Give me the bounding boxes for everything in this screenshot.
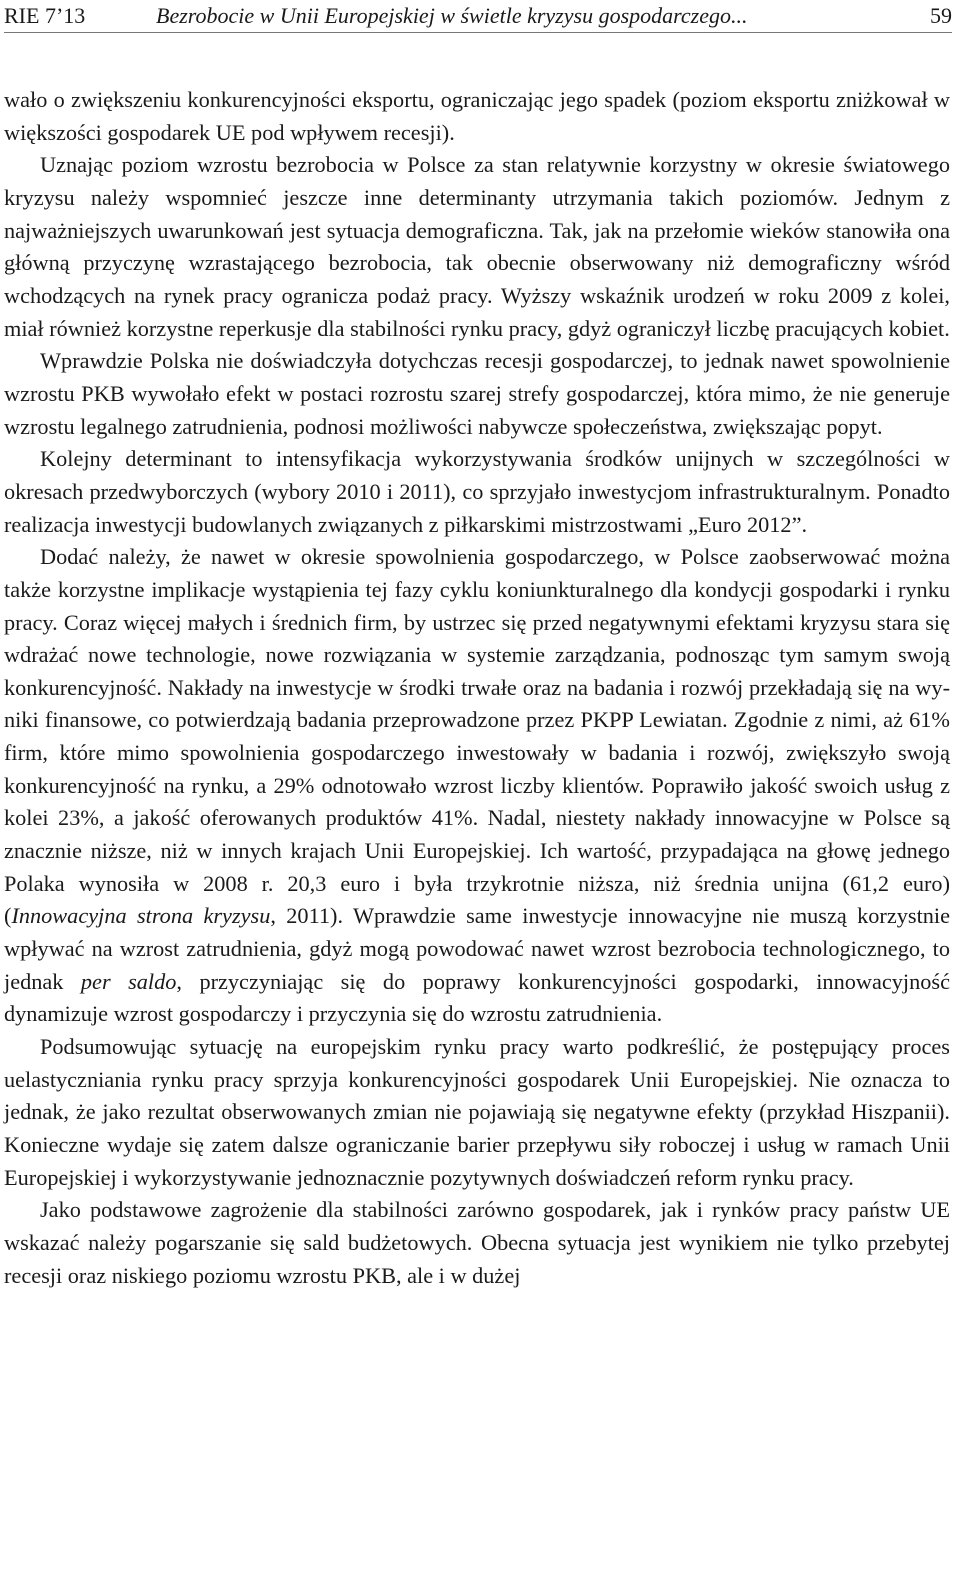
paragraph-demography: Uznając poziom wzrostu bezrobocia w Polsce za stan relatywnie korzystny w okresie światowego kryzysu należy wspomnieć jeszcze inne determinanty utrzymania takich poziomów. Jednym z najważniejszych uwarunkowań jest sytuacja demograficzna. Tak, jak na przełomie wieków stanowiła ona główną przyczynę wzrastającego bezrobocia, tak obecnie obserwowany niż demograficzny wśród wchodzących na rynek pracy ogranicza podaż pracy. Wyższy wskaźnik urodzeń w roku 2009 z kolei, miał również korzystne reperkusje dla stabilności rynku pracy, gdyż ograniczył liczbę pracujących kobiet. [4, 152, 950, 341]
page-number: 59 [930, 3, 952, 28]
journal-name: RIE 7’13 [4, 3, 86, 28]
paragraph-budget: Jako podstawowe zagrożenie dla stabilności zarówno gospodarek, jak i rynków pracy państw UE wskazać należy pogarszanie się sald budżetowych. Obecna sytuacja jest wynikiem nie tylko przebytej recesji oraz niskiego poziomu wzrostu PKB, ale i w dużej [4, 1197, 950, 1288]
running-title: Bezrobocie w Unii Europejskiej w świetle kryzysu gospodarczego... [156, 3, 748, 28]
citation-title: Innowacyjna strona kryzysu [11, 903, 271, 929]
text-run: , 2011). Wprawdzie same inwestycje innowacyjne nie muszą korzystnie wpływać na wzrost zatrudnienia, gdyż mogą powodować nawet wzrost bezrobocia technologicznego, to jednak [4, 903, 951, 994]
paragraph-continuation: wało o zwiększeniu konkurencyjności eksportu, ograniczając jego spadek (poziom eksportu zniżkował w większości gospodarek UE pod wpływem recesji). [4, 87, 950, 145]
paragraph-summary: Podsumowując sytuację na europejskim rynku pracy warto podkreślić, że postępujący proces uelastyczniania rynku pracy sprzyja konkurencyjności gospodarek Unii Europejskiej. Nie oznacza to jednak, że jako rezultat obserwowanych zmian nie pojawiają się negatywne efekty (przykład Hiszpanii). Konieczne wydaje się zatem dalsze ograniczanie barier przepływu siły roboczej i usług w ramach Unii Europejskiej i wykorzystywanie jednoznacznie pozytywnych doświadczeń reform rynku pracy. [4, 1034, 950, 1190]
text-run: Dodać należy, że nawet w okresie spowolnienia gospodarczego, w Polsce zaobserwować można także korzystne implikacje wystąpienia tej fazy cyklu koniunkturalnego dla kondycji gospodarki i rynku pracy. Coraz więcej małych i średnich firm, by ustrzec się przed negatywnymi efektami kryzysu stara się wdrażać nowe technologie, nowe rozwiązania w systemie zarządzania, podnosząc tym samym swoją konkurencyjność. Nakłady na inwestycje w środki trwałe oraz na badania i rozwój przekładają się na wyniki finansowe, co potwierdzają badania przeprowadzone przez PKPP Lewiatan. Zgodnie z nimi, aż 61% firm, które mimo spowolnienia gospodarczego inwestowały w badania i rozwój, zwiększyło swoją konkurencyjność na rynku, a 29% odnotowało wzrost liczby klientów. Poprawiło jakość swoich usług z kolei 23%, a jakość oferowanych produktów 41%. Nadal, niestety nakłady innowacyjne w Polsce są znacznie niższe, niż w innych krajach Unii Europejskiej. Ich wartość, przypadająca na głowę jednego Polaka wynosiła w 2008 r. 20,3 euro i była trzykrotnie niższa, niż średnia unijna (61,2 euro) ( [4, 544, 950, 929]
italic-term: per saldo [80, 968, 177, 994]
article-body [4, 84, 950, 1292]
running-header [4, 0, 952, 33]
paragraph-eu-funds: Kolejny determinant to intensyfikacja wykorzystywania środków unijnych w szczególności w okresach przedwyborczych (wybory 2010 i 2011), co sprzyjało inwestycjom infrastrukturalnym. Ponadto realizacja inwestycji budowlanych związanych z piłkarskimi mistrzostwami „Euro 2012”. [4, 446, 950, 537]
paragraph-innovation [4, 541, 950, 1031]
paragraph-shadow-economy: Wprawdzie Polska nie doświadczyła dotychczas recesji gospodarczej, to jednak nawet spowolnienie wzrostu PKB wywołało efekt w postaci rozrostu szarej strefy gospodarczej, która mimo, że nie generuje wzrostu legalnego zatrudnienia, podnosi możliwości nabywcze społeczeństwa, zwiększając popyt. [4, 348, 950, 439]
text-run: , przyczyniając się do poprawy konkurencyjności gospodarki, innowacyjność dynamizuje wzrost gospodarczy i przyczynia się do wzrostu zatrudnienia. [4, 968, 950, 1027]
